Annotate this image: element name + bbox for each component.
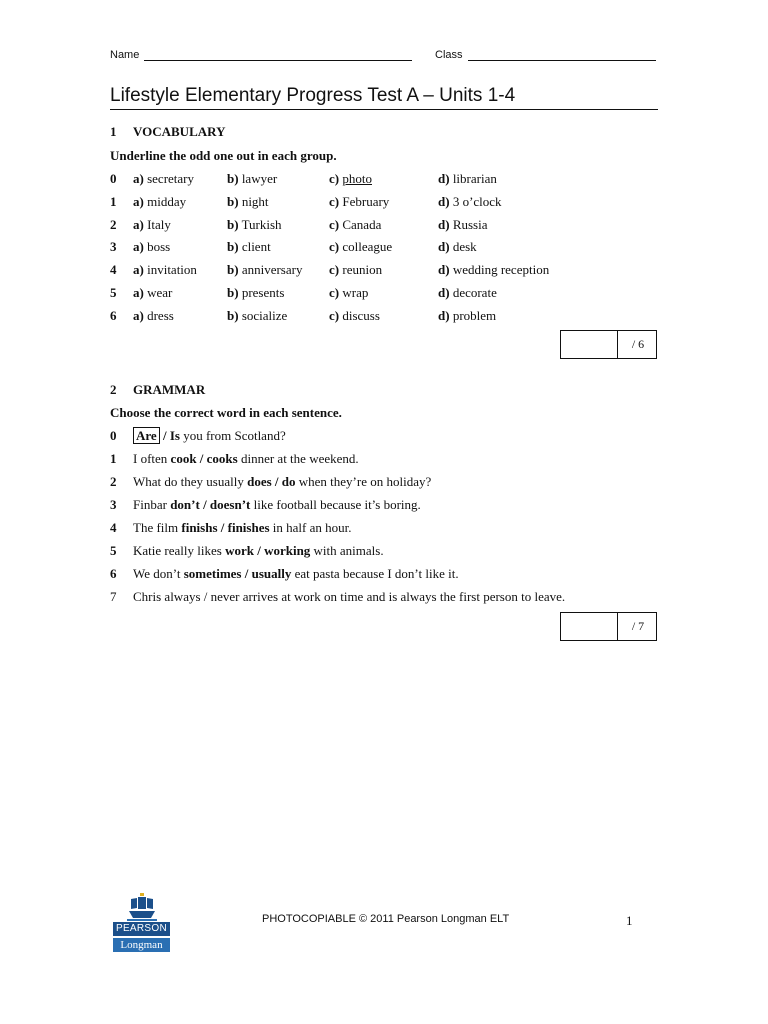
option-letter: d) xyxy=(438,239,450,255)
item-number: 1 xyxy=(110,193,117,209)
grammar-instruction: Choose the correct word in each sentence. xyxy=(110,405,342,420)
option-c[interactable] xyxy=(329,238,392,256)
option-word: wrap xyxy=(342,285,369,300)
item-number: 6 xyxy=(110,566,117,581)
option-letter: b) xyxy=(227,171,239,186)
option-a[interactable] xyxy=(133,216,171,234)
section-number: 2 xyxy=(110,382,117,397)
option-letter: d) xyxy=(438,285,450,300)
grammar-score-total: / 7 xyxy=(631,619,645,633)
option-letter: a) xyxy=(133,239,144,255)
item-number: 2 xyxy=(110,216,117,232)
sentence xyxy=(133,450,359,468)
item-number: 1 xyxy=(110,451,117,466)
sentence-end: eat pasta because I don’t like it. xyxy=(291,566,459,581)
option-word: night xyxy=(241,193,269,209)
option-d[interactable] xyxy=(438,216,487,234)
option-word: discuss xyxy=(342,307,380,323)
option-d[interactable] xyxy=(438,261,549,279)
section-number: 1 xyxy=(110,124,117,139)
item-number: 0 xyxy=(110,171,117,186)
option-letter: a) xyxy=(133,307,144,323)
vocabulary-heading xyxy=(110,124,225,140)
item-number: 5 xyxy=(110,285,117,300)
option-a[interactable] xyxy=(133,170,194,188)
sentence xyxy=(133,565,459,583)
option-a[interactable] xyxy=(133,307,174,325)
option-b[interactable] xyxy=(227,307,287,325)
option-word: midday xyxy=(147,193,187,209)
sentence xyxy=(133,427,286,445)
option-word: desk xyxy=(452,239,477,255)
option-letter: a) xyxy=(133,171,144,186)
option-letter: b) xyxy=(227,193,239,209)
option-c[interactable] xyxy=(329,261,382,279)
ship-icon xyxy=(127,893,157,921)
option-a[interactable] xyxy=(133,193,186,211)
item-number: 4 xyxy=(110,520,117,535)
option-word: Russia xyxy=(452,216,488,232)
sentence xyxy=(133,542,384,560)
sentence xyxy=(133,519,352,537)
option-letter: c) xyxy=(329,307,340,323)
option-word: photo xyxy=(342,171,372,186)
sentence-end: with animals. xyxy=(310,543,384,558)
sentence-end: like football because it’s boring. xyxy=(250,497,421,512)
option-word: boss xyxy=(147,239,171,255)
copyright-notice: PHOTOCOPIABLE © 2011 Pearson Longman ELT xyxy=(262,913,510,925)
sentence-end: you from Scotland? xyxy=(179,428,286,443)
option-letter: c) xyxy=(329,171,340,186)
option-word: secretary xyxy=(147,171,195,186)
option-b[interactable] xyxy=(227,284,284,302)
option-d[interactable] xyxy=(438,193,502,211)
item-number: 5 xyxy=(110,543,117,558)
option-word: Italy xyxy=(147,216,171,232)
option-letter: c) xyxy=(329,239,340,255)
option-word: presents xyxy=(241,285,285,300)
option-word: problem xyxy=(452,307,497,323)
student-info-row xyxy=(110,49,658,63)
word-choice[interactable]: sometimes / usually xyxy=(183,566,292,581)
sentence-start: What do they usually xyxy=(133,474,248,489)
option-letter: a) xyxy=(133,285,144,300)
option-b[interactable] xyxy=(227,216,282,234)
option-word: client xyxy=(241,239,271,255)
name-label: Name xyxy=(110,49,140,61)
class-label: Class xyxy=(435,49,463,61)
vocabulary-score-total: / 6 xyxy=(631,337,645,351)
option-letter: a) xyxy=(133,216,144,232)
page-title: Lifestyle Elementary Progress Test A – Units 1-4 xyxy=(110,85,658,110)
page-number: 1 xyxy=(626,913,633,928)
class-field-line[interactable] xyxy=(468,60,656,61)
option-c[interactable] xyxy=(329,307,380,325)
option-c[interactable] xyxy=(329,170,372,188)
option-word: socialize xyxy=(241,307,288,323)
vocabulary-instruction: Underline the odd one out in each group. xyxy=(110,148,337,163)
option-word: lawyer xyxy=(241,171,278,186)
option-a[interactable] xyxy=(133,261,197,279)
option-letter: d) xyxy=(438,307,450,323)
sentence-start: I often xyxy=(133,451,171,466)
logo-longman-text: Longman xyxy=(113,938,170,952)
name-field-line[interactable] xyxy=(144,60,412,61)
section-title: VOCABULARY xyxy=(133,124,226,139)
option-letter: d) xyxy=(438,193,450,209)
item-number: 3 xyxy=(110,239,117,255)
option-word: February xyxy=(342,193,390,209)
sentence xyxy=(133,496,421,514)
option-word: Canada xyxy=(342,216,382,232)
option-letter: b) xyxy=(227,216,239,232)
option-letter: b) xyxy=(227,307,239,323)
vocabulary-score-box xyxy=(560,330,657,359)
word-choice[interactable]: don’t / doesn’t xyxy=(170,497,251,512)
option-word: wedding reception xyxy=(452,262,550,278)
option-letter: d) xyxy=(438,216,450,232)
sentence-start: Katie really likes xyxy=(133,543,226,558)
option-word: Turkish xyxy=(241,216,282,232)
grammar-score-box xyxy=(560,612,657,641)
option-letter: c) xyxy=(329,262,340,278)
item-number: 4 xyxy=(110,262,117,278)
option-b[interactable] xyxy=(227,170,277,188)
item-number: 2 xyxy=(110,474,117,489)
option-b[interactable] xyxy=(227,193,269,211)
option-b[interactable] xyxy=(227,261,302,279)
option-word: colleague xyxy=(342,239,393,255)
option-word: reunion xyxy=(342,262,383,278)
sentence-start: The film xyxy=(133,520,182,535)
word-choice[interactable]: / Is xyxy=(159,428,180,443)
option-word: decorate xyxy=(452,285,497,300)
item-number: 6 xyxy=(110,307,117,323)
option-d[interactable] xyxy=(438,170,497,188)
option-word: invitation xyxy=(147,262,197,278)
item-number: 3 xyxy=(110,497,117,512)
option-letter: b) xyxy=(227,285,239,300)
option-letter: a) xyxy=(133,262,144,278)
pearson-longman-logo xyxy=(113,893,170,955)
word-choice[interactable]: finishs / finishes xyxy=(181,520,270,535)
sentence-start: We don’t xyxy=(133,566,184,581)
word-choice[interactable]: work / working xyxy=(225,543,311,558)
sentence-start: Chris always / never arrives at work on time and is always the first person to leave. xyxy=(133,589,566,604)
option-letter: b) xyxy=(227,262,239,278)
option-word: wear xyxy=(147,285,173,300)
option-letter: b) xyxy=(227,239,239,255)
option-d[interactable] xyxy=(438,238,477,256)
sentence-end: when they’re on holiday? xyxy=(295,474,432,489)
option-letter: c) xyxy=(329,216,340,232)
grammar-heading xyxy=(110,382,205,398)
option-d[interactable] xyxy=(438,284,497,302)
sentence xyxy=(133,588,565,606)
sentence-end: in half an hour. xyxy=(269,520,352,535)
option-d[interactable] xyxy=(438,307,496,325)
option-a[interactable] xyxy=(133,284,172,302)
sentence xyxy=(133,473,431,491)
word-choice[interactable]: does / do xyxy=(247,474,296,489)
option-letter: d) xyxy=(438,262,450,278)
option-word: anniversary xyxy=(241,262,303,278)
option-letter: a) xyxy=(133,193,144,209)
option-c[interactable] xyxy=(329,284,368,302)
option-word: librarian xyxy=(452,171,497,186)
logo-pearson-text: PEARSON xyxy=(113,922,170,936)
option-c[interactable] xyxy=(329,216,381,234)
option-letter: c) xyxy=(329,285,340,300)
option-b[interactable] xyxy=(227,238,271,256)
option-word: dress xyxy=(147,307,174,323)
option-letter: d) xyxy=(438,171,450,186)
option-a[interactable] xyxy=(133,238,170,256)
word-choice[interactable]: cook / cooks xyxy=(170,451,238,466)
example-answer-box: Are xyxy=(133,427,160,444)
item-number: 7 xyxy=(110,589,117,604)
sentence-end: dinner at the weekend. xyxy=(237,451,359,466)
item-number: 0 xyxy=(110,428,117,443)
option-letter: c) xyxy=(329,193,340,209)
option-word: 3 o’clock xyxy=(452,193,502,209)
sentence-start: Finbar xyxy=(133,497,171,512)
section-title: GRAMMAR xyxy=(133,382,206,397)
option-c[interactable] xyxy=(329,193,389,211)
